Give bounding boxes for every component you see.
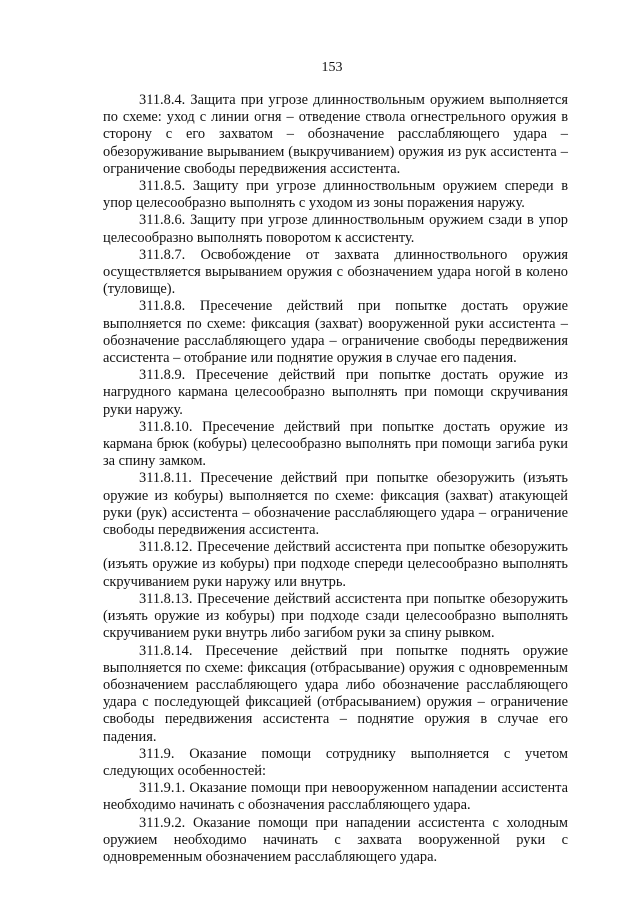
- paragraph-311-9-1: 311.9.1. Оказание помощи при невооруженном нападении ассистента необходимо начинать с обозначения расслабляющего удара.: [103, 780, 568, 814]
- paragraph-311-8-13: 311.8.13. Пресечение действий ассистента при попытке обезоружить (изъять оружие из кобуры) при подходе сзади целесообразно выполнять скручиванием руки внутрь либо загибом руки за спину рывком.: [103, 590, 568, 642]
- paragraph-311-8-8: 311.8.8. Пресечение действий при попытке достать оружие выполняется по схеме: фиксация (захват) вооруженной руки ассистента – обозначение расслабляющего удара – ограничение свободы передвижения ассистента – отобрание или поднятие оружия в случае его падения.: [103, 298, 568, 367]
- paragraph-311-8-9: 311.8.9. Пресечение действий при попытке достать оружие из нагрудного кармана целесообразно выполнять при помощи скручивания руки наружу.: [103, 367, 568, 418]
- paragraph-311-8-10: 311.8.10. Пресечение действий при попытке достать оружие из кармана брюк (кобуры) целесообразно выполнять при помощи загиба руки за спину замком.: [103, 418, 568, 470]
- paragraph-311-8-6: 311.8.6. Защиту при угрозе длинноствольным оружием сзади в упор целесообразно выполнять поворотом к ассистенту.: [103, 212, 568, 246]
- paragraph-311-8-14: 311.8.14. Пресечение действий при попытке поднять оружие выполняется по схеме: фиксация (отбрасывание) оружия с одновременным обозначением расслабляющего удара либо обозначение расслабляющего удара с последующей фиксацией (отбрасыванием) оружия – ограничение свободы передвижения ассистента – поднятие оружия в случае его падения.: [103, 642, 568, 745]
- paragraph-311-8-7: 311.8.7. Освобождение от захвата длинноствольного оружия осуществляется вырыванием оружия с обозначением удара ногой в колено (туловище).: [103, 246, 568, 298]
- document-body: [103, 92, 568, 866]
- page-number: 153: [321, 60, 343, 75]
- paragraph-311-8-11: 311.8.11. Пресечение действий при попытке обезоружить (изъять оружие из кобуры) выполняется по схеме: фиксация (захват) атакующей руки (рук) ассистента – обозначение расслабляющего удара – ограничение свободы передвижения ассистента.: [103, 470, 568, 539]
- paragraph-311-8-4: 311.8.4. Защита при угрозе длинноствольным оружием выполняется по схеме: уход с линии огня – отведение ствола огнестрельного оружия в сторону с его захватом – обозначение расслабляющего удара – обезоруживание вырыванием (выкручиванием) оружия из рук ассистента – ограничение свободы передвижения ассистента.: [103, 92, 568, 177]
- paragraph-311-8-12: 311.8.12. Пресечение действий ассистента при попытке обезоружить (изъять оружие из кобуры) при подходе спереди целесообразно выполнять скручиванием руки наружу или внутрь.: [103, 539, 568, 590]
- paragraph-311-9-2: 311.9.2. Оказание помощи при нападении ассистента с холодным оружием необходимо начинать с захвата вооруженной руки с одновременным обозначением расслабляющего удара.: [103, 814, 568, 865]
- paragraph-311-9: 311.9. Оказание помощи сотруднику выполняется с учетом следующих особенностей:: [103, 745, 568, 779]
- paragraph-311-8-5: 311.8.5. Защиту при угрозе длинноствольным оружием спереди в упор целесообразно выполнять с уходом из зоны поражения наружу.: [103, 178, 568, 212]
